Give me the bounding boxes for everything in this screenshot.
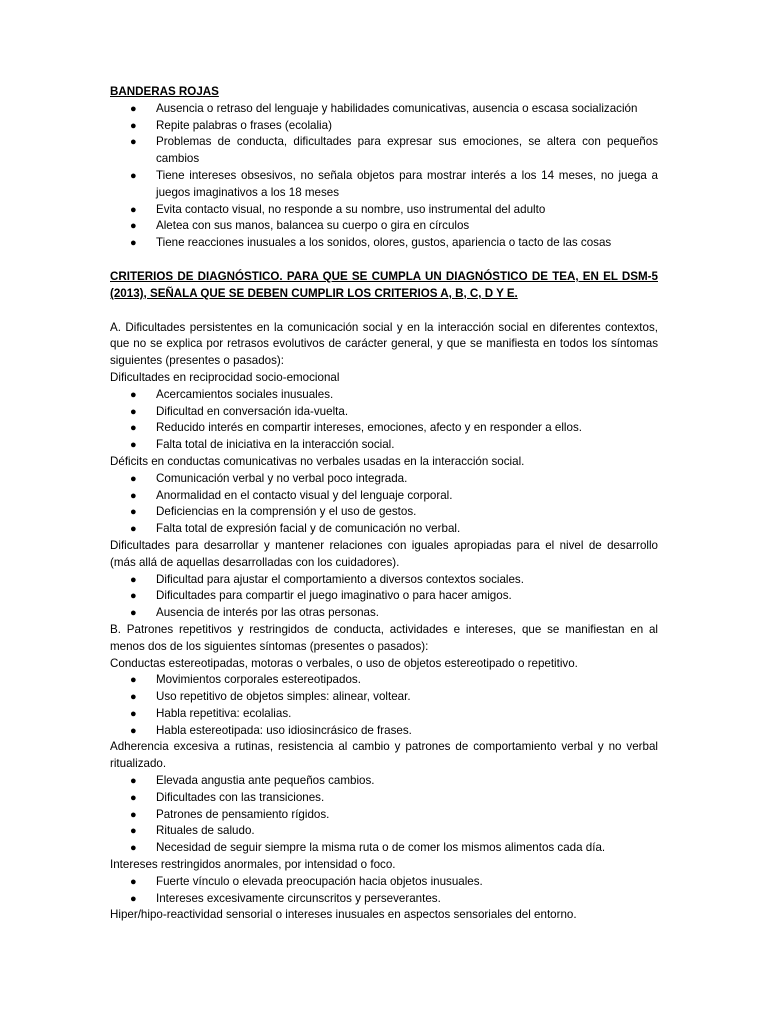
list-item-text: Anormalidad en el contacto visual y del lenguaje corporal. xyxy=(156,488,453,502)
list-item xyxy=(110,521,658,538)
document-body xyxy=(110,84,658,924)
bullet-icon: ● xyxy=(130,607,137,620)
red-flags-list xyxy=(110,101,658,252)
list-item-text: Evita contacto visual, no responde a su nombre, uso instrumental del adulto xyxy=(156,202,546,216)
bullet-icon: ● xyxy=(130,220,137,233)
bullet-icon: ● xyxy=(130,119,137,132)
bullet-icon: ● xyxy=(130,523,137,536)
list-item xyxy=(110,118,658,135)
list-item-text: Habla repetitiva: ecolalias. xyxy=(156,706,292,720)
bullet-icon: ● xyxy=(130,439,137,452)
bullet-icon: ● xyxy=(130,842,137,855)
spacer xyxy=(110,303,658,320)
criteria-heading: CRITERIOS DE DIAGNÓSTICO. PARA QUE SE CUMPLA UN DIAGNÓSTICO DE TEA, EN EL DSM-5 (2013), SEÑALA QUE SE DEBEN CUMPLIR LOS CRITERIOS A, B, C, D Y E. xyxy=(110,269,658,300)
list-item xyxy=(110,823,658,840)
list-item-text: Acercamientos sociales inusuales. xyxy=(156,387,334,401)
list-item-text: Dificultades para compartir el juego imaginativo o para hacer amigos. xyxy=(156,589,512,603)
bullet-icon: ● xyxy=(130,791,137,804)
list-item-text: Intereses excesivamente circunscritos y perseverantes. xyxy=(156,891,441,905)
list-item xyxy=(110,689,658,706)
criterion-b3-title: Intereses restringidos anormales, por intensidad o foco. xyxy=(110,858,396,872)
list-item-text: Aletea con sus manos, balancea su cuerpo o gira en círculos xyxy=(156,219,470,233)
list-item-text: Tiene reacciones inusuales a los sonidos, olores, gustos, apariencia o tacto de las cosas xyxy=(156,236,612,250)
red-flags-heading: BANDERAS ROJAS xyxy=(110,85,219,98)
criterion-b1-list xyxy=(110,672,658,739)
list-item xyxy=(110,672,658,689)
bullet-icon: ● xyxy=(130,405,137,418)
criterion-b4-title: Hiper/hipo-reactividad sensorial o intereses inusuales en aspectos sensoriales del entorno. xyxy=(110,908,577,922)
list-item xyxy=(110,773,658,790)
criterion-b-text: B. Patrones repetitivos y restringidos de conducta, actividades e intereses, que se manifiestan en al menos dos de los siguientes síntomas (presentes o pasados): xyxy=(110,622,658,653)
list-item-text: Rituales de saludo. xyxy=(156,824,255,838)
list-item-text: Tiene intereses obsesivos, no señala objetos para mostrar interés a los 14 meses, no juega a juegos imaginativos a los 18 meses xyxy=(156,168,658,199)
bullet-icon: ● xyxy=(130,674,137,687)
list-item xyxy=(110,572,658,589)
bullet-icon: ● xyxy=(130,825,137,838)
list-item xyxy=(110,605,658,622)
bullet-icon: ● xyxy=(130,422,137,435)
list-item-text: Falta total de iniciativa en la interacción social. xyxy=(156,438,395,452)
bullet-icon: ● xyxy=(130,573,137,586)
bullet-icon: ● xyxy=(130,489,137,502)
list-item-text: Deficiencias en la comprensión y el uso de gestos. xyxy=(156,505,417,519)
list-item xyxy=(110,504,658,521)
criterion-a2-list xyxy=(110,471,658,538)
list-item xyxy=(110,387,658,404)
bullet-icon: ● xyxy=(130,691,137,704)
list-item xyxy=(110,437,658,454)
list-item xyxy=(110,588,658,605)
criterion-a3-list xyxy=(110,572,658,622)
bullet-icon: ● xyxy=(130,707,137,720)
criterion-a-text: A. Dificultades persistentes en la comunicación social y en la interacción social en diferentes contextos, que no se explica por retrasos evolutivos de carácter general, y que se manifiesta en todos los síntomas siguientes (presentes o pasados): xyxy=(110,320,658,368)
list-item-text: Elevada angustia ante pequeños cambios. xyxy=(156,774,375,788)
list-item-text: Necesidad de seguir siempre la misma ruta o de comer los mismos alimentos cada día. xyxy=(156,841,606,855)
criterion-b2-title: Adherencia excesiva a rutinas, resistencia al cambio y patrones de comportamiento verbal y no verbal ritualizado. xyxy=(110,740,658,771)
list-item-text: Dificultad en conversación ida-vuelta. xyxy=(156,404,349,418)
list-item-text: Comunicación verbal y no verbal poco integrada. xyxy=(156,471,408,485)
list-item xyxy=(110,404,658,421)
bullet-icon: ● xyxy=(130,808,137,821)
spacer xyxy=(110,252,658,269)
list-item xyxy=(110,235,658,252)
criterion-a2-title: Déficits en conductas comunicativas no verbales usadas en la interacción social. xyxy=(110,454,525,468)
bullet-icon: ● xyxy=(130,506,137,519)
list-item xyxy=(110,807,658,824)
list-item-text: Habla estereotipada: uso idiosincrásico de frases. xyxy=(156,723,412,737)
criterion-b2-list xyxy=(110,773,658,857)
criterion-a1-list xyxy=(110,387,658,454)
list-item-text: Uso repetitivo de objetos simples: alinear, voltear. xyxy=(156,690,411,704)
list-item-text: Falta total de expresión facial y de comunicación no verbal. xyxy=(156,522,461,536)
criterion-a3-title: Dificultades para desarrollar y mantener relaciones con iguales apropiadas para el nivel de desarrollo (más allá de aquellas desarrolladas con los cuidadores). xyxy=(110,538,658,569)
list-item-text: Reducido interés en compartir intereses, emociones, afecto y en responder a ellos. xyxy=(156,421,582,435)
list-item xyxy=(110,218,658,235)
list-item xyxy=(110,471,658,488)
list-item xyxy=(110,101,658,118)
bullet-icon: ● xyxy=(130,590,137,603)
list-item xyxy=(110,723,658,740)
list-item-text: Movimientos corporales estereotipados. xyxy=(156,673,361,687)
bullet-icon: ● xyxy=(130,472,137,485)
list-item xyxy=(110,420,658,437)
list-item-text: Dificultades con las transiciones. xyxy=(156,790,325,804)
bullet-icon: ● xyxy=(130,169,137,182)
list-item xyxy=(110,891,658,908)
list-item xyxy=(110,790,658,807)
bullet-icon: ● xyxy=(130,724,137,737)
bullet-icon: ● xyxy=(130,136,137,149)
criterion-a1-title: Dificultades en reciprocidad socio-emocional xyxy=(110,370,340,384)
list-item xyxy=(110,874,658,891)
list-item-text: Fuerte vínculo o elevada preocupación hacia objetos inusuales. xyxy=(156,874,483,888)
bullet-icon: ● xyxy=(130,203,137,216)
list-item-text: Dificultad para ajustar el comportamiento a diversos contextos sociales. xyxy=(156,572,524,586)
list-item xyxy=(110,488,658,505)
list-item-text: Repite palabras o frases (ecolalia) xyxy=(156,118,332,132)
list-item-text: Problemas de conducta, dificultades para expresar sus emociones, se altera con pequeños cambios xyxy=(156,135,658,166)
bullet-icon: ● xyxy=(130,775,137,788)
list-item-text: Ausencia o retraso del lenguaje y habilidades comunicativas, ausencia o escasa socialización xyxy=(156,101,638,115)
list-item xyxy=(110,840,658,857)
list-item-text: Patrones de pensamiento rígidos. xyxy=(156,807,330,821)
criterion-b1-title: Conductas estereotipadas, motoras o verbales, o uso de objetos estereotipado o repetitivo. xyxy=(110,656,578,670)
bullet-icon: ● xyxy=(130,388,137,401)
list-item xyxy=(110,202,658,219)
bullet-icon: ● xyxy=(130,237,137,250)
list-item xyxy=(110,706,658,723)
list-item-text: Ausencia de interés por las otras personas. xyxy=(156,606,379,620)
bullet-icon: ● xyxy=(130,892,137,905)
list-item xyxy=(110,134,658,168)
criterion-b3-list xyxy=(110,874,658,908)
bullet-icon: ● xyxy=(130,875,137,888)
bullet-icon: ● xyxy=(130,102,137,115)
list-item xyxy=(110,168,658,202)
